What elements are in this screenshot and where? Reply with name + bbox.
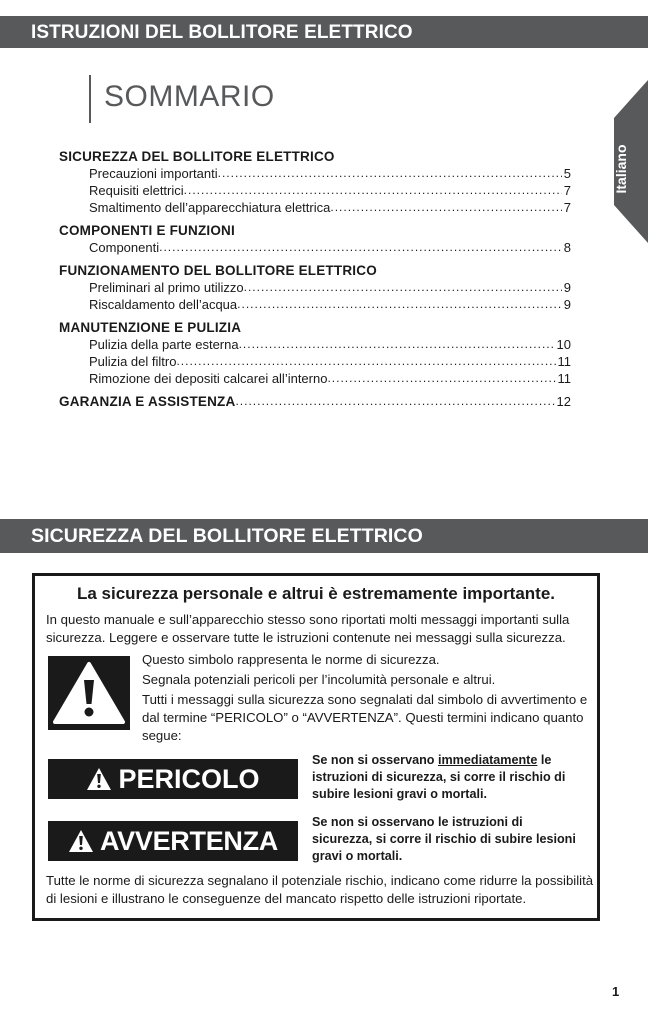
safety-alert-icon <box>48 656 130 730</box>
toc-leader <box>159 239 562 256</box>
toc-leader <box>235 393 554 410</box>
section-banner: SICUREZZA DEL BOLLITORE ELETTRICO <box>0 519 648 553</box>
safety-footer: Tutte le norme di sicurezza segnalano il potenziale rischio, indicano come ridurre la possibilità di lesioni e illustrano le conseguenze del mancato rispetto delle istruzioni riportate. <box>46 873 594 906</box>
safety-title: La sicurezza personale e altrui è estremamente importante. <box>76 584 556 603</box>
toc-entry-page: 10 <box>556 337 571 352</box>
danger-description <box>312 752 582 803</box>
toc-entry-label: GARANZIA E ASSISTENZA <box>59 394 236 409</box>
toc-entry-page: 11 <box>557 354 571 369</box>
warning-signal-word: AVVERTENZA <box>99 825 278 856</box>
toc-section <box>59 319 571 387</box>
danger-description-end: le istruzioni di sicurezza, si corre il rischio di subire lesioni gravi o mortali. <box>312 753 566 801</box>
toc-entry[interactable] <box>59 239 571 256</box>
danger-signal-word: PERICOLO <box>118 763 260 794</box>
toc-entry-page: 7 <box>563 200 571 215</box>
toc-leader <box>176 353 555 370</box>
language-tab-label: Italiano <box>613 144 629 194</box>
toc-entry[interactable] <box>59 296 571 313</box>
toc-entry-label: Componenti <box>89 240 160 255</box>
danger-signal-label <box>48 759 298 799</box>
toc-entry-label: Pulizia della parte esterna <box>89 337 239 352</box>
toc-entry[interactable] <box>59 182 571 199</box>
toc-leader <box>244 279 562 296</box>
toc-entry[interactable] <box>59 336 571 353</box>
safety-intro: In questo manuale e sull’apparecchio stesso sono riportati molti messaggi importanti sulla sicurezza. Leggere e osservare tutte le istruzioni contenute nei messaggi sulla sicurezza. <box>46 612 570 645</box>
toc-entry-page: 8 <box>563 240 571 255</box>
toc-entry[interactable] <box>59 370 571 387</box>
toc-entry-label: Smaltimento dell’apparecchiatura elettrica <box>89 200 331 215</box>
toc-entry[interactable] <box>59 165 571 182</box>
danger-description-start: Se non si osservano <box>312 753 438 767</box>
warning-triangle-icon <box>68 829 94 853</box>
toc-leader <box>239 336 555 353</box>
toc-entry[interactable] <box>59 279 571 296</box>
toc-entry-page: 5 <box>563 166 571 181</box>
toc-section-title: COMPONENTI E FUNZIONI <box>59 223 235 238</box>
warning-description: Se non si osservano le istruzioni di sicurezza, si corre il rischio di subire lesioni gravi o mortali. <box>312 815 576 863</box>
toc-entry-page: 9 <box>563 280 571 295</box>
toc-section <box>59 148 571 216</box>
toc-leader <box>330 199 561 216</box>
toc-entry-warranty[interactable] <box>59 393 571 410</box>
toc-entry[interactable] <box>59 353 571 370</box>
toc-section <box>59 262 571 313</box>
table-of-contents <box>59 148 571 410</box>
warning-triangle-icon <box>86 767 112 791</box>
document-header: ISTRUZIONI DEL BOLLITORE ELETTRICO <box>0 16 648 48</box>
toc-entry[interactable] <box>59 199 571 216</box>
toc-section-title: FUNZIONAMENTO DEL BOLLITORE ELETTRICO <box>59 263 377 278</box>
toc-section-title: MANUTENZIONE E PULIZIA <box>59 320 242 335</box>
warning-triangle-icon <box>48 656 130 730</box>
toc-entry-page: 9 <box>563 297 571 312</box>
toc-entry-label: Precauzioni importanti <box>89 166 218 181</box>
toc-entry-label: Requisiti elettrici <box>89 183 184 198</box>
toc-leader <box>184 182 562 199</box>
danger-description-emphasis: immediatamente <box>437 753 538 767</box>
toc-leader <box>218 165 562 182</box>
symbol-line: Tutti i messaggi sulla sicurezza sono segnalati dal simbolo di avvertimento e dal termine “PERICOLO” o “AVVERTENZA”. Questi termini indicano quanto segue: <box>142 692 588 743</box>
toc-heading: SOMMARIO <box>104 80 275 113</box>
toc-entry-page: 12 <box>556 394 571 409</box>
symbol-explanation <box>142 651 592 747</box>
toc-section-title: SICUREZZA DEL BOLLITORE ELETTRICO <box>59 149 335 164</box>
toc-heading-rule <box>89 75 91 123</box>
toc-entry-page: 7 <box>563 183 571 198</box>
page-number: 1 <box>612 984 620 999</box>
toc-leader <box>327 370 555 387</box>
toc-entry-label: Rimozione dei depositi calcarei all’interno <box>89 371 328 386</box>
safety-notice-box <box>32 573 600 921</box>
toc-entry-label: Preliminari al primo utilizzo <box>89 280 244 295</box>
toc-leader <box>237 296 562 313</box>
symbol-line: Questo simbolo rappresenta le norme di sicurezza. <box>142 652 440 667</box>
toc-entry-label: Riscaldamento dell’acqua <box>89 297 238 312</box>
toc-section <box>59 222 571 256</box>
warning-signal-label <box>48 821 298 861</box>
symbol-line: Segnala potenziali pericoli per l’incolumità personale e altrui. <box>142 672 496 687</box>
toc-entry-label: Pulizia del filtro <box>89 354 177 369</box>
toc-entry-page: 11 <box>557 371 571 386</box>
